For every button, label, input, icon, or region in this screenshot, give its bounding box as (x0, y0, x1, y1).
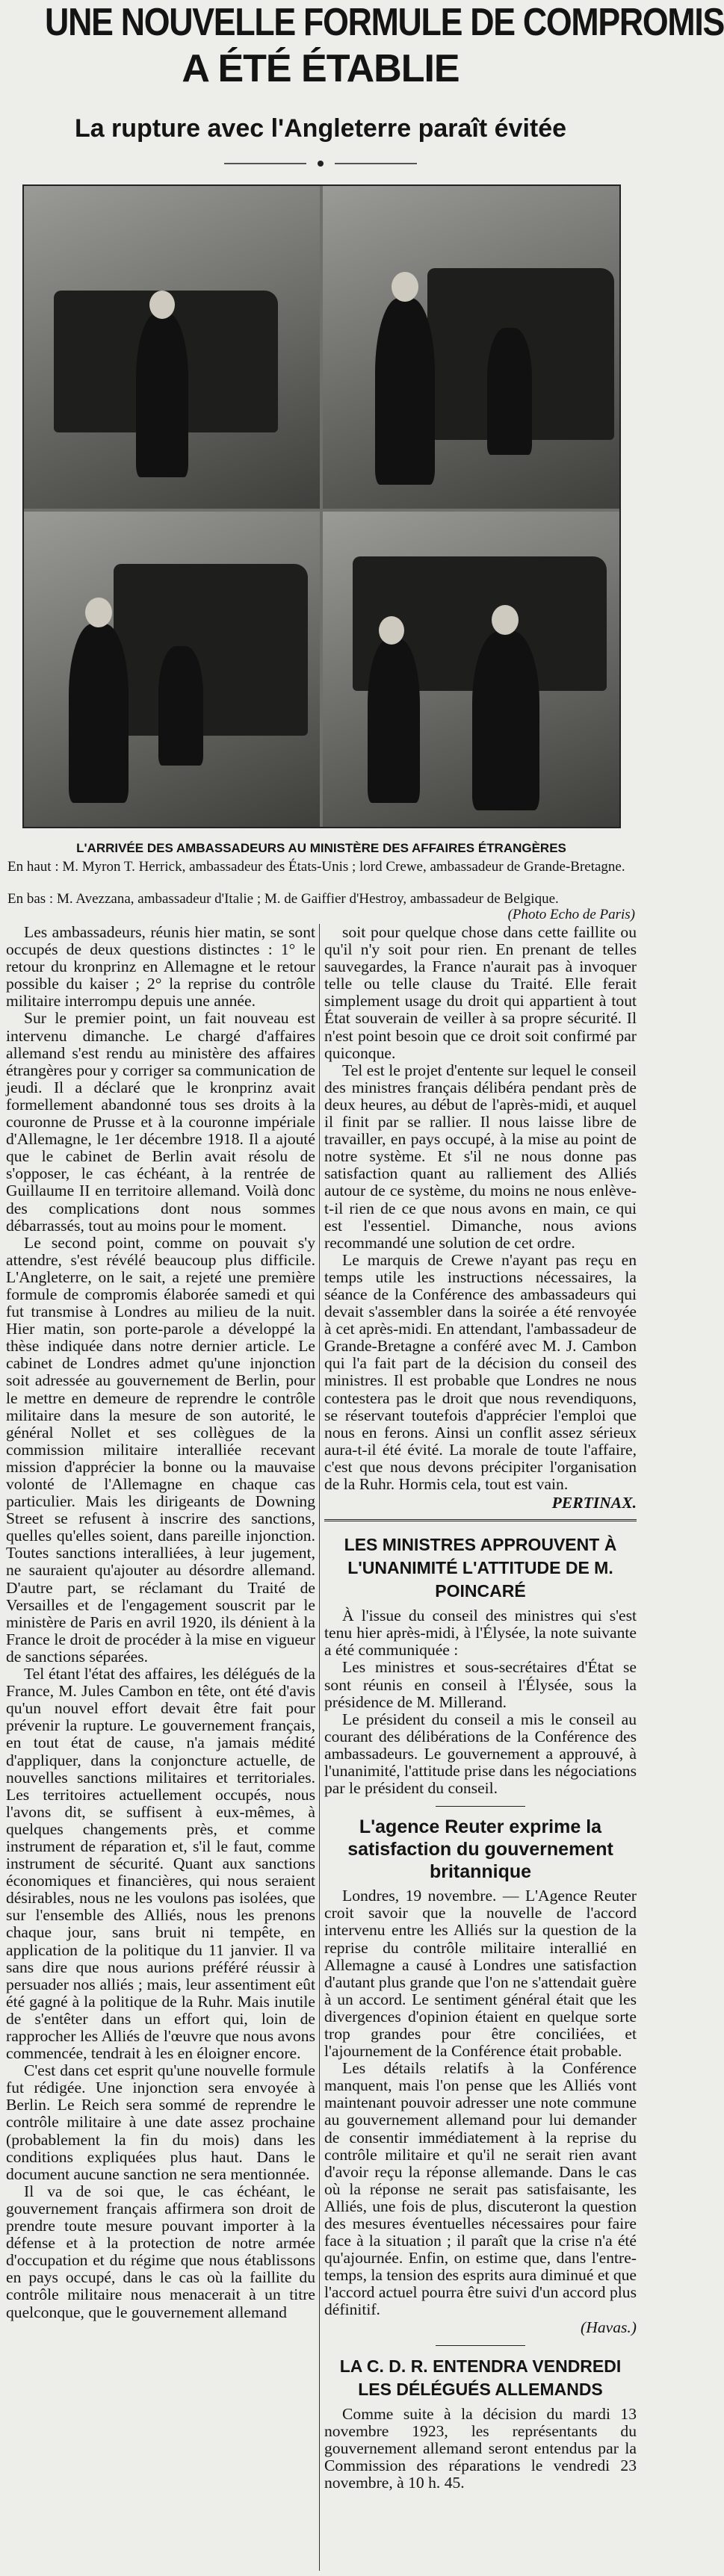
article-paragraph: Il va de soi que, le cas échéant, le gouvernement français affirmera son droit de prendre toute mesure pouvant importer à la défense et à la protection de notre armée d'occupation et du régime que nous établissons en pays occupé, dans le cas où la faillite du contrôle militaire nous menacerait à un titre quelconque, que le gouvernement allemand (6, 2182, 315, 2321)
article-column-left (6, 924, 315, 2321)
photo-credit: (Photo Echo de Paris) (507, 907, 635, 922)
section-title-cdr: LA C. D. R. ENTENDRA VENDREDI LES DÉLÉGUÉS ALLEMANDS (339, 2356, 622, 2399)
section-paragraph: Le président du conseil a mis le conseil au courant des délibérations de la Conférence des ambassadeurs. Le gouvernement a approuvé, à l'unanimité, l'attitude prise dans les négociations par le président du conseil. (324, 1710, 637, 1798)
section-title-reuter: L'agence Reuter exprime la satisfaction du gouvernement britannique (347, 1816, 613, 1883)
article-paragraph: Le marquis de Crewe n'ayant pas reçu en temps utile les instructions nécessaires, la séance de la Conférence des ambassadeurs qui devait s'assembler dans la soirée a été renvoyée à cet après-midi. En attendant, l'ambassadeur de Grande-Bretagne a conféré avec M. J. Cambon qui l'a fait part de la décision du conseil des ministres. Il est probable que Londres ne nous contestera pas le droit que nous revendiquons, se réservant toutefois d'apprécier l'emploi que nous en ferons. Ainsi un conflit assez sérieux aura-t-il été évité. La morale de toute l'affaire, c'est que nous devons précipiter l'organisation de la Ruhr. Hormis cela, tout est vain. (324, 1250, 637, 1493)
section-separator (436, 2345, 525, 2346)
article-paragraph: C'est dans cet esprit qu'une nouvelle formule fut rédigée. Une injonction sera envoyée à Berlin. Le Reich sera sommé de reprendre le contrôle militaire à une date assez prochaine (probablement la fin du mois) dans les conditions expliquées plus haut. Dans le document aucune sanction ne sera mentionnée. (6, 2061, 315, 2183)
article-paragraph: Tel étant l'état des affaires, les délégués de la France, M. Jules Cambon en tête, ont été d'avis qu'un nouvel effort devait être fait pour prévenir la rupture. Le gouvernement français, en tout état de cause, n'a jamais médité d'appliquer, dans la conjoncture actuelle, de nouvelles sanctions militaires et territoriales. Les territoires actuellement occupés, nous l'avons dit, se suffisent à eux-mêmes, à quelques changements près, et comme instrument de réparation et, s'il le faut, comme instrument de sécurité. Quant aux sanctions économiques et financières, qui nous seraient désirables, nous ne les voulons pas isolées, que sur l'ensemble des Alliés, nous les prenons chaque jour, sans bruit ni tempête, en application de la politique du 11 janvier. Il va sans dire que nous aurions préféré réussir à persuader nos alliés ; mais, leur assentiment eût été gagné à la politique de la Ruhr. Mais inutile de s'entêter dans un effort qui, loin de rapprocher les Alliés de l'œuvre que nous avons commencée, tendrait à les en éloigner encore. (6, 1665, 315, 2063)
photo-caption-bottom-text: En bas : M. Avezzana, ambassadeur d'Italie ; M. de Gaiffier d'Hestroy, ambassadeur de Belgique. (7, 891, 559, 907)
article-paragraph: Le second point, comme on pouvait s'y attendre, s'est révélé beaucoup plus difficile. L'Angleterre, on le sait, a rejeté une première formule de compromis élaborée samedi et qui fut transmise à Londres au milieu de la nuit. Hier matin, son porte-parole a développé la thèse indiquée dans notre dernier article. Le cabinet de Londres admet qu'une injonction soit adressée au gouvernement de Berlin, pour le mettre en demeure de reprendre le contrôle militaire dans la mesure de son autorité, le général Nollet et ses collègues de la commission militaire interalliée recevant mission d'apprécier la bonne ou la mauvaise volonté de l'Allemagne en chaque cas particulier. Mais les dirigeants de Downing Street se refusent à inscrire des sanctions, quelles qu'elles soient, dans pareille injonction. Toutes sanctions interalliées, à leur jugement, ne sauraient qu'ajouter au désordre allemand. D'autre part, se réclamant du Traité de Versailles et de l'engagement souscrit par le ministère de Paris en avril 1920, ils dénient à la France le droit de procéder à la mise en vigueur de sanctions séparées. (6, 1233, 315, 1666)
photo-panel-bottom-right (323, 512, 619, 827)
photo-caption-top: En haut : M. Myron T. Herrick, ambassadeur des États-Unis ; lord Crewe, ambassadeur de Grande-Bretagne. (7, 859, 625, 875)
headline-line-1: UNE NOUVELLE FORMULE DE COMPROMIS (45, 1, 724, 44)
photo-caption-title: L'ARRIVÉE DES AMBASSADEURS AU MINISTÈRE DES AFFAIRES ÉTRANGÈRES (76, 841, 566, 855)
column-rule (319, 924, 320, 2571)
article-column-right (324, 924, 637, 2492)
ornament-divider (224, 160, 417, 167)
section-separator (436, 1806, 525, 1807)
news-agency-source: (Havas.) (581, 2318, 637, 2336)
section-paragraph: À l'issue du conseil des ministres qui s'est tenu hier après-midi, à l'Élysée, la note suivante a été communiquée : (324, 1607, 637, 1660)
photo-caption-bottom (7, 891, 635, 922)
section-paragraph: Comme suite à la décision du mardi 13 novembre 1923, les représentants du gouvernement allemand seront entendus par la Commission des réparations le vendredi 23 novembre, à 10 h. 45. (324, 2404, 637, 2492)
article-paragraph: Sur le premier point, un fait nouveau est intervenu dimanche. Le chargé d'affaires allemand s'est rendu au ministère des affaires étrangères pour y corriger sa communication de jeudi. Il a déclaré que le kronprinz avait formellement abandonné tous ses droits à la couronne de Prusse et à la couronne impériale d'Allemagne, le 1er décembre 1918. Il a ajouté que le cabinet de Berlin avait résolu de s'opposer, le cas échéant, à la rentrée de Guillaume II en territoire allemand. Voilà donc des complications dont nous sommes débarrassés, tout au moins pour le moment. (6, 1009, 315, 1235)
section-paragraph: Les détails relatifs à la Conférence manquent, mais l'on pense que les Alliés vont maintenant pouvoir adresser une note commune au gouvernement allemand pour lui demander de consentir immédiatement à la reprise du contrôle militaire et qu'il ne serait rien avant d'avoir reçu la réponse allemande. Dans le cas où la réponse ne serait pas satisfaisante, les Alliés, une fois de plus, discuteront la question des mesures éventuelles nécessaires pour faire face à la situation ; il paraît que la crise n'a été qu'ajournée. Enfin, on estime que, dans l'entre-temps, la tension des esprits aura diminué et que l'accord actuel pourra être suivi d'un accord plus définitif. (324, 2059, 637, 2319)
section-paragraph: Les ministres et sous-secrétaires d'État se sont réunis en conseil à l'Élysée, sous la présidence de M. Millerand. (324, 1658, 637, 1711)
photo-panel-top-right (323, 186, 619, 509)
photo-panel-top-left (24, 186, 320, 509)
section-paragraph: Londres, 19 novembre. — L'Agence Reuter croit savoir que la nouvelle de l'accord intervenu entre les Alliés sur la question de la reprise du contrôle militaire interallié en Allemagne a causé à Londres une satisfaction d'autant plus grande que l'on ne s'attendait guère à un accord. Le sentiment général était que les divergences d'opinion étaient en quelque sorte trop grandes pour être conciliées, et l'ajournement de la Conférence était probable. (324, 1887, 637, 2061)
section-title-ministres: LES MINISTRES APPROUVENT À L'UNANIMITÉ L'ATTITUDE DE M. POINCARÉ (324, 1519, 637, 1603)
article-paragraph: Tel est le projet d'entente sur lequel le conseil des ministres français délibéra pendant près de deux heures, au début de l'après-midi, et auquel il finit par se rallier. Il nous laisse libre de travailler, en pays occupé, à la mise au point de notre système. Et s'il ne nous donne pas satisfaction quant au ralliement des Alliés autour de ce système, du moins ne nous enlève-t-il rien de ce que nous avons en main, ce qui est l'essentiel. Dimanche, nous avions recommandé une solution de cet ordre. (324, 1061, 637, 1252)
article-paragraph: Les ambassadeurs, réunis hier matin, se sont occupés de deux questions distinctes : 1° le retour du kronprinz en Allemagne et le retour possible du kaiser ; 2° la reprise du contrôle militaire interrompu depuis une année. (6, 923, 315, 1011)
author-signature: PERTINAX. (551, 1494, 637, 1512)
press-photo (22, 184, 621, 828)
article-paragraph: soit pour quelque chose dans cette faillite ou qu'il n'y soit pour rien. En prenant de telles sauvegardes, la France n'aurait pas à invoquer telle ou telle clause du Traité. Elle ferait simplement usage du droit qui appartient à tout État souverain de veiller à sa propre sécurité. Il n'est point besoin que ce droit soit confirmé par quiconque. (324, 923, 637, 1062)
photo-panel-bottom-left (24, 512, 320, 827)
headline-deck: La rupture avec l'Angleterre paraît évitée (74, 114, 567, 143)
headline-line-2: A ÉTÉ ÉTABLIE (182, 47, 460, 90)
